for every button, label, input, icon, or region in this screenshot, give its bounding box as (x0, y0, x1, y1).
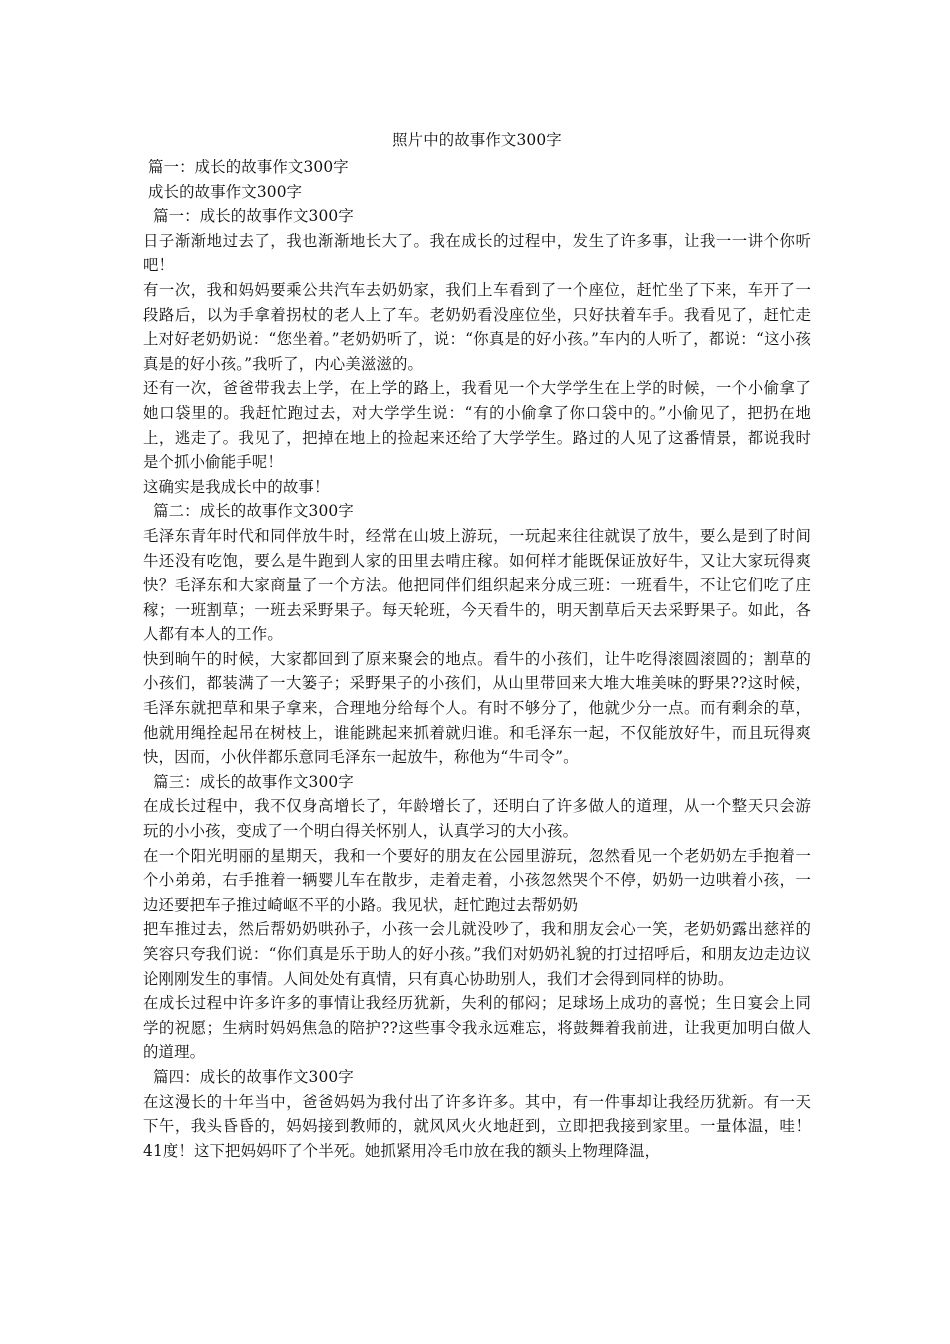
document-page (143, 128, 811, 1163)
section-heading: 篇二：成长的故事作文300字 (143, 502, 354, 521)
paragraph: 快到晌午的时候，大家都回到了原来聚会的地点。看牛的小孩们，让牛吃得滚圆滚圆的；割草的小孩们，都装满了一大篓子；采野果子的小孩们，从山里带回来大堆大堆美味的野果??这时候，毛泽东就把草和果子拿来，合理地分给每个人。有时不够分了，他就少分一点。而有剩余的草，他就用绳拴起吊在树枝上，谁能跳起来抓着就归谁。和毛泽东一起，不仅能放好牛，而且玩得爽快，因而，小伙伴都乐意同毛泽东一起放牛，称他为“牛司令”。 (143, 649, 811, 767)
paragraph: 日子渐渐地过去了，我也渐渐地长大了。我在成长的过程中，发生了许多事，让我一一讲个你听吧！ (143, 231, 811, 275)
paragraph: 把车推过去，然后帮奶奶哄孙子，小孩一会儿就没吵了，我和朋友会心一笑，老奶奶露出慈祥的笑容只夸我们说：“你们真是乐于助人的好小孩。”我们对奶奶礼貌的打过招呼后，和朋友边走边议论刚刚发生的事情。人间处处有真情，只有真心协助别人，我们才会得到同样的协助。 (143, 920, 811, 988)
paragraph: 在成长过程中许多许多的事情让我经历犹新，失利的郁闷；足球场上成功的喜悦；生日宴会上同学的祝愿；生病时妈妈焦急的陪护??这些事令我永远难忘，将鼓舞着我前进，让我更加明白做人的道理。 (143, 994, 811, 1062)
section-heading: 篇一：成长的故事作文300字 (143, 207, 354, 226)
section-heading: 篇一：成长的故事作文300字 (143, 158, 349, 176)
paragraph: 这确实是我成长中的故事！ (143, 477, 330, 496)
paragraph: 有一次，我和妈妈要乘公共汽车去奶奶家，我们上车看到了一个座位，赶忙坐了下来，车开了一段路后，以为手拿着拐杖的老人上了车。老奶奶看没座位坐，只好扶着车手。我看见了，赶忙走上对好老奶奶说：“您坐着。”老奶奶听了，说：“你真是的好小孩。”车内的人听了，都说：“这小孩真是的好小孩。”我听了，内心美滋滋的。 (143, 280, 811, 373)
section-heading: 成长的故事作文300字 (143, 182, 303, 201)
paragraph: 在一个阳光明丽的星期天，我和一个要好的朋友在公园里游玩，忽然看见一个老奶奶左手抱着一个小弟弟，右手推着一辆婴儿车在散步，走着走着，小孩忽然哭个不停，奶奶一边哄着小孩，一边还要把车子推过崎岖不平的小路。我见状，赶忙跑过去帮奶奶 (143, 846, 811, 914)
paragraph: 还有一次，爸爸带我去上学，在上学的路上，我看见一个大学学生在上学的时候，一个小偷拿了她口袋里的。我赶忙跑过去，对大学学生说：“有的小偷拿了你口袋中的。”小偷见了，把扔在地上，逃走了。我见了，把掉在地上的捡起来还给了大学学生。路过的人见了这番情景，都说我时是个抓小偷能手呢！ (143, 379, 811, 472)
paragraph: 毛泽东青年时代和同伴放牛时，经常在山坡上游玩，一玩起来往往就误了放牛，要么是到了时间牛还没有吃饱，要么是牛跑到人家的田里去啃庄稼。如何样才能既保证放好牛，又让大家玩得爽快？毛泽东和大家商量了一个方法。他把同伴们组织起来分成三班：一班看牛，不让它们吃了庄稼；一班割草；一班去采野果子。每天轮班，今天看牛的，明天割草后天去采野果子。如此，各人都有本人的工作。 (143, 526, 811, 644)
paragraph: 在成长过程中，我不仅身高增长了，年龄增长了，还明白了许多做人的道理，从一个整天只会游玩的小小孩，变成了一个明白得关怀别人，认真学习的大小孩。 (143, 797, 811, 841)
section-heading: 篇四：成长的故事作文300字 (143, 1067, 354, 1086)
document-title: 照片中的故事作文300字 (392, 131, 562, 149)
paragraph: 在这漫长的十年当中，爸爸妈妈为我付出了许多许多。其中，有一件事却让我经历犹新。有一天下午，我头昏昏的，妈妈接到教师的，就风风火火地赶到，立即把我接到家里。一量体温，哇！41度！这下把妈妈吓了个半死。她抓紧用冷毛巾放在我的额头上物理降温， (143, 1092, 811, 1160)
section-heading: 篇三：成长的故事作文300字 (143, 772, 354, 791)
